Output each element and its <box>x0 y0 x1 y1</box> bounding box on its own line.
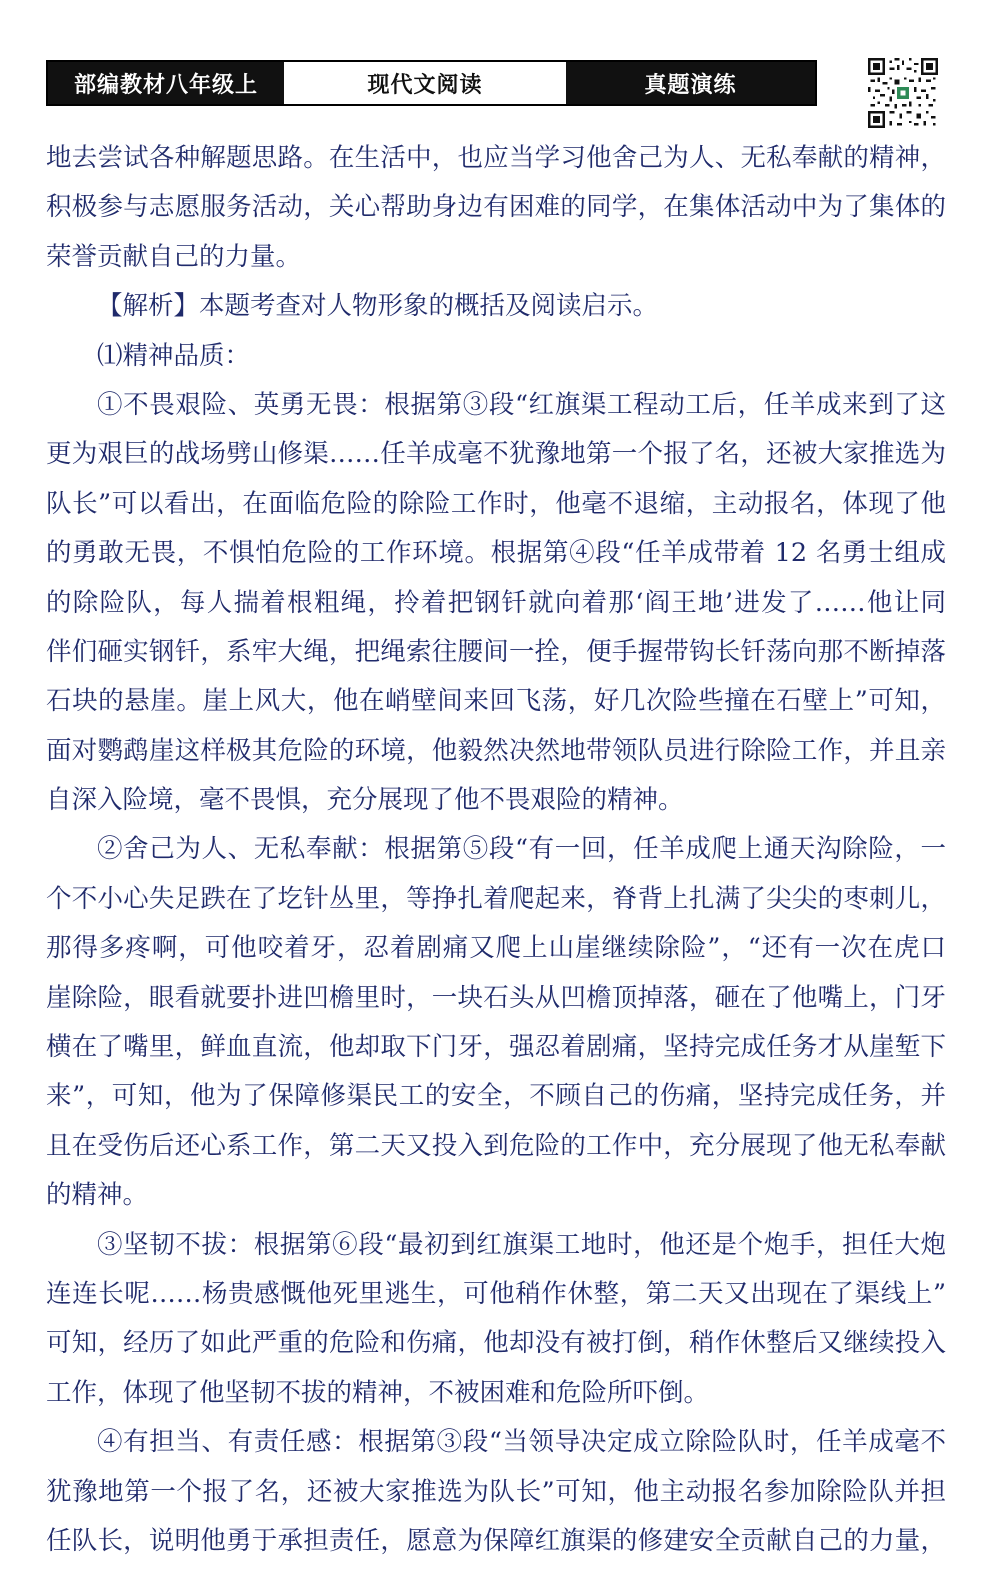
text-line: 个不小心失足跌在了圪针丛里，等挣扎着爬起来，脊背上扎满了尖尖的枣刺儿， <box>46 883 946 914</box>
text-line: ①不畏艰险、英勇无畏：根据第③段“红旗渠工程动工后，任羊成来到了这 <box>97 389 946 420</box>
text-line: 队长”可以看出，在面临危险的除险工作时，他毫不退缩，主动报名，体现了他 <box>46 488 946 519</box>
text-line: 的精神。 <box>46 1180 149 1211</box>
text-line: 可知，经历了如此严重的危险和伤痛，他却没有被打倒，稍作休整后又继续投入 <box>46 1328 946 1359</box>
text-line: 崖除险，眼看就要扑进凹檐里时，一块石头从凹檐顶掉落，砸在了他嘴上，门牙 <box>46 982 946 1013</box>
text-line: 的勇敢无畏，不惧怕危险的工作环境。根据第④段“任羊成带着 12 名勇士组成 <box>46 538 946 569</box>
header-bar <box>46 60 817 106</box>
text-line: 自深入险境，毫不畏惧，充分展现了他不畏艰险的精神。 <box>46 785 684 816</box>
text-line: ②舍己为人、无私奉献：根据第⑤段“有一回，任羊成爬上通天沟除险，一 <box>97 834 946 865</box>
header-section-label: 现代文阅读 <box>284 62 566 104</box>
text-line: ⑴精神品质： <box>97 340 251 371</box>
text-line: 且在受伤后还心系工作，第二天又投入到危险的工作中，充分展现了他无私奉献 <box>46 1130 946 1161</box>
text-line: ③坚韧不拔：根据第⑥段“最初到红旗渠工地时，他还是个炮手，担任大炮 <box>97 1229 946 1260</box>
text-line: 面对鹦鹉崖这样极其危险的环境，他毅然决然地带领队员进行除险工作，并且亲 <box>46 735 946 766</box>
text-line: 【解析】本题考查对人物形象的概括及阅读启示。 <box>97 291 659 322</box>
text-line: 荣誉贡献自己的力量。 <box>46 241 302 272</box>
header-grade-label: 部编教材八年级上 <box>48 62 284 104</box>
answer-analysis-body <box>46 134 946 1566</box>
text-line: 更为艰巨的战场劈山修渠……任羊成毫不犹豫地第一个报了名，还被大家推选为 <box>46 439 946 470</box>
text-line: 连连长呢……杨贵感慨他死里逃生，可他稍作休整，第二天又出现在了渠线上” <box>46 1278 946 1309</box>
text-line: 地去尝试各种解题思路。在生活中，也应当学习他舍己为人、无私奉献的精神， <box>46 143 946 173</box>
qr-code-icon <box>868 58 938 128</box>
text-line: 伴们砸实钢钎，系牢大绳，把绳索往腰间一拴，便手握带钩长钎荡向那不断掉落 <box>46 636 946 667</box>
text-line: 任队长，说明他勇于承担责任，愿意为保障红旗渠的修建安全贡献自己的力量， <box>46 1525 946 1556</box>
text-line: ④有担当、有责任感：根据第③段“当领导决定成立除险队时，任羊成毫不 <box>97 1427 946 1458</box>
text-line: 犹豫地第一个报了名，还被大家推选为队长”可知，他主动报名参加除险队并担 <box>46 1476 946 1507</box>
text-line: 来”，可知，他为了保障修渠民工的安全，不顾自己的伤痛，坚持完成任务，并 <box>46 1081 946 1112</box>
header-practice-label: 真题演练 <box>566 62 815 104</box>
text-line: 工作，体现了他坚韧不拔的精神，不被困难和危险所吓倒。 <box>46 1377 710 1408</box>
text-line: 那得多疼啊，可他咬着牙，忍着剧痛又爬上山崖继续除险”，“还有一次在虎口 <box>46 933 946 964</box>
text-line: 石块的悬崖。崖上风大，他在峭壁间来回飞荡，好几次险些撞在石壁上”可知， <box>46 686 946 717</box>
text-line: 的除险队，每人揣着根粗绳，拎着把钢钎就向着那‘阎王地’进发了……他让同 <box>46 587 946 618</box>
text-line: 横在了嘴里，鲜血直流，他却取下门牙，强忍着剧痛，坚持完成任务才从崖堑下 <box>46 1032 946 1063</box>
text-line: 积极参与志愿服务活动，关心帮助身边有困难的同学，在集体活动中为了集体的 <box>46 192 946 223</box>
